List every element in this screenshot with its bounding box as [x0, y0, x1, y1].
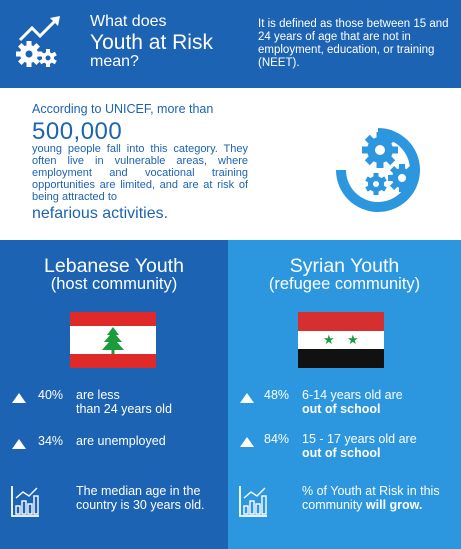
lebanese-stat-age — [0, 388, 228, 428]
syrian-title-block — [228, 256, 461, 294]
stat-description — [302, 432, 454, 461]
stat-description — [302, 388, 454, 417]
syrian-subtitle: (refugee community) — [268, 275, 421, 294]
growth-text — [302, 484, 452, 512]
syria-flag — [298, 312, 384, 368]
stat-percent: 34% — [38, 434, 64, 448]
syrian-title: Syrian Youth — [289, 255, 400, 277]
bar-chart-icon — [238, 484, 268, 518]
lebanese-stat-unemployed — [0, 434, 228, 474]
syrian-stat-15-17 — [228, 432, 461, 472]
unicef-body: young people fall into this category. They often live in vulnerable areas, where employment and vocational training opportunities are limited, and are at risk of being attracted to — [32, 143, 248, 203]
unicef-emphasis: nefarious activities. — [32, 205, 169, 223]
stat-percent: 84% — [264, 432, 290, 446]
lebanese-title-block — [0, 256, 228, 294]
up-triangle-icon — [240, 437, 254, 447]
question-line3: mean? — [90, 53, 139, 70]
stat-line2: than 24 years old — [76, 402, 172, 417]
question-line1: What does — [90, 13, 167, 30]
stat-percent: 40% — [38, 388, 64, 402]
syrian-youth-column — [228, 240, 461, 549]
up-triangle-icon — [12, 393, 26, 403]
star-icon: ★ — [347, 331, 359, 347]
neet-definition: It is defined as those between 15 and 24 years of age that are not in employment, education, or training (NEET). — [258, 18, 449, 69]
up-triangle-icon — [12, 439, 26, 449]
star-icon: ★ — [323, 331, 335, 347]
unicef-section — [0, 88, 461, 238]
bar-chart-icon — [10, 484, 40, 518]
question-line2: Youth at Risk — [90, 31, 213, 54]
header-band — [0, 0, 461, 88]
median-age-text: The median age in the country is 30 years old. — [76, 484, 205, 512]
stat-description — [76, 388, 221, 417]
header-question — [90, 14, 240, 70]
stat-line1: are unemployed — [76, 434, 166, 448]
stat-description — [76, 434, 221, 448]
gears-arrow-icon — [12, 14, 70, 72]
lebanese-youth-column — [0, 240, 228, 549]
lebanon-flag — [70, 312, 156, 368]
cedar-icon — [99, 326, 127, 354]
stat-line1: are less — [76, 388, 120, 402]
stat-line2: out of school — [302, 402, 381, 417]
unicef-intro: According to UNICEF, more than — [32, 102, 214, 116]
syrian-stat-6-14 — [228, 388, 461, 428]
stat-line2: out of school — [302, 446, 381, 461]
stat-line1: 6-14 years old are — [302, 388, 403, 402]
gears-icon — [322, 112, 434, 224]
unicef-text — [32, 102, 248, 223]
lebanese-title: Lebanese Youth — [44, 255, 184, 277]
up-triangle-icon — [240, 393, 254, 403]
growth-prefix: % of Youth at Risk in this community — [302, 484, 440, 512]
stat-percent: 48% — [264, 388, 290, 402]
unicef-number: 500,000 — [32, 118, 123, 145]
stat-line1: 15 - 17 years old are — [302, 432, 417, 446]
growth-emphasis: will grow. — [365, 498, 423, 512]
lebanese-subtitle: (host community) — [50, 275, 178, 294]
